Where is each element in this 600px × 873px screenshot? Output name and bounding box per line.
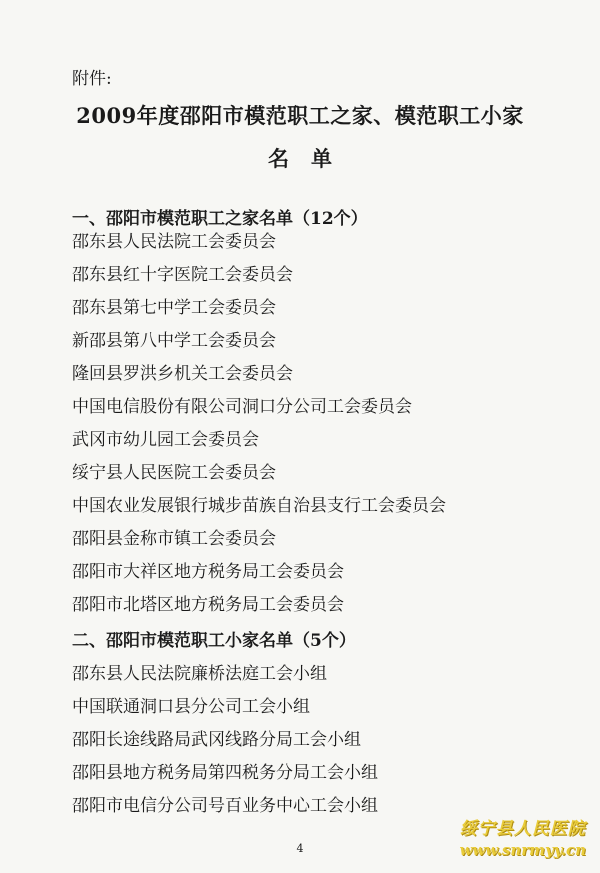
watermark — [459, 814, 586, 859]
list-item: 邵东县红十字医院工会委员会 — [72, 265, 293, 285]
list-item: 邵阳市大祥区地方税务局工会委员会 — [72, 562, 344, 582]
model-small-homes-list — [72, 658, 378, 823]
list-item: 邵东县人民法院廉桥法庭工会小组 — [72, 664, 327, 684]
list-item: 隆回县罗洪乡机关工会委员会 — [72, 364, 293, 384]
list-item: 中国农业发展银行城步苗族自治县支行工会委员会 — [72, 496, 446, 516]
page-number: 4 — [296, 842, 304, 855]
document-title: 2009年度邵阳市模范职工之家、模范职工小家 — [76, 103, 524, 128]
attachment-label: 附件: — [72, 69, 112, 89]
list-item: 绥宁县人民医院工会委员会 — [72, 463, 276, 483]
watermark-url: www.snrmyy.cn — [459, 841, 586, 859]
section-heading-model-small-homes: 二、邵阳市模范职工小家名单（5个） — [72, 631, 356, 651]
list-item: 邵东县人民法院工会委员会 — [72, 232, 276, 252]
list-item: 邵阳县金称市镇工会委员会 — [72, 529, 276, 549]
model-homes-list — [72, 226, 446, 622]
list-item: 武冈市幼儿园工会委员会 — [72, 430, 259, 450]
section-heading-model-homes: 一、邵阳市模范职工之家名单（12个） — [72, 209, 368, 229]
list-item: 邵阳长途线路局武冈线路分局工会小组 — [72, 730, 361, 750]
list-item: 中国联通洞口县分公司工会小组 — [72, 697, 310, 717]
watermark-name: 绥宁县人民医院 — [459, 819, 586, 839]
list-item: 邵东县第七中学工会委员会 — [72, 298, 276, 318]
list-item: 邵阳县地方税务局第四税务分局工会小组 — [72, 763, 378, 783]
list-item: 中国电信股份有限公司洞口分公司工会委员会 — [72, 397, 412, 417]
list-item: 邵阳市电信分公司号百业务中心工会小组 — [72, 796, 378, 816]
list-item: 邵阳市北塔区地方税务局工会委员会 — [72, 595, 344, 615]
list-item: 新邵县第八中学工会委员会 — [72, 331, 276, 351]
document-subtitle: 名单 — [268, 146, 354, 171]
